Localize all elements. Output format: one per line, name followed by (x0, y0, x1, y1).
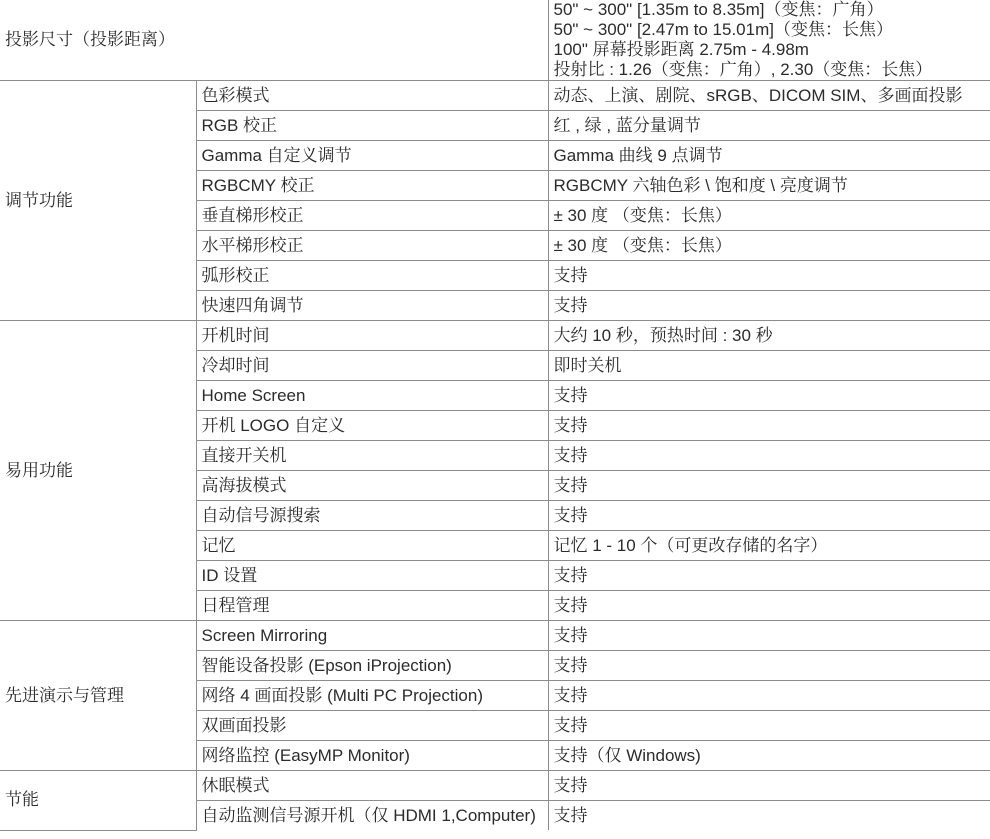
spec-value: 支持 (548, 441, 990, 471)
spec-value-line: 50" ~ 300" [2.47m to 15.01m]（变焦：长焦） (553, 20, 893, 39)
spec-value: 支持 (548, 561, 990, 591)
spec-value: Gamma 曲线 9 点调节 (548, 141, 990, 171)
spec-value: 支持 (548, 471, 990, 501)
spec-item: RGBCMY 校正 (196, 171, 548, 201)
spec-item: 智能设备投影 (Epson iProjection) (196, 651, 548, 681)
table-row (0, 771, 990, 801)
spec-item: 休眠模式 (196, 771, 548, 801)
spec-item: 日程管理 (196, 591, 548, 621)
spec-item: 记忆 (196, 531, 548, 561)
category-label: 节能 (0, 771, 196, 831)
spec-value: 支持 (548, 501, 990, 531)
category-label: 先进演示与管理 (0, 621, 196, 771)
spec-value: 支持（仅 Windows) (548, 741, 990, 771)
spec-item: ID 设置 (196, 561, 548, 591)
spec-item: 开机 LOGO 自定义 (196, 411, 548, 441)
spec-item: 高海拔模式 (196, 471, 548, 501)
spec-value (548, 0, 990, 81)
spec-value: ± 30 度 （变焦：长焦） (548, 231, 990, 261)
spec-value-line: 50" ~ 300" [1.35m to 8.35m]（变焦：广角） (553, 0, 884, 19)
spec-item: 直接开关机 (196, 441, 548, 471)
spec-value: 支持 (548, 711, 990, 741)
spec-value: 即时关机 (548, 351, 990, 381)
spec-value: 支持 (548, 801, 990, 831)
spec-value: ± 30 度 （变焦：长焦） (548, 201, 990, 231)
spec-value: 大约 10 秒，预热时间 : 30 秒 (548, 321, 990, 351)
spec-item: 冷却时间 (196, 351, 548, 381)
table-row (0, 621, 990, 651)
spec-item: 垂直梯形校正 (196, 201, 548, 231)
spec-item: Gamma 自定义调节 (196, 141, 548, 171)
spec-value-line: 100" 屏幕投影距离 2.75m - 4.98m (553, 40, 809, 59)
spec-item: 自动监测信号源开机（仅 HDMI 1,Computer) (196, 801, 548, 831)
spec-item: Screen Mirroring (196, 621, 548, 651)
spec-value: RGBCMY 六轴色彩 \ 饱和度 \ 亮度调节 (548, 171, 990, 201)
spec-value: 支持 (548, 381, 990, 411)
spec-value: 支持 (548, 681, 990, 711)
category-label: 易用功能 (0, 321, 196, 621)
spec-item: 开机时间 (196, 321, 548, 351)
category-label: 投影尺寸（投影距离） (0, 0, 548, 81)
spec-item: 自动信号源搜索 (196, 501, 548, 531)
category-label: 调节功能 (0, 81, 196, 321)
table-row (0, 81, 990, 111)
spec-value: 支持 (548, 261, 990, 291)
spec-item: 色彩模式 (196, 81, 548, 111)
spec-item: 弧形校正 (196, 261, 548, 291)
spec-value: 红 , 绿 , 蓝分量调节 (548, 111, 990, 141)
spec-value: 动态、上演、剧院、sRGB、DICOM SIM、多画面投影 (548, 81, 990, 111)
spec-item: 快速四角调节 (196, 291, 548, 321)
spec-item: 水平梯形校正 (196, 231, 548, 261)
spec-item: 双画面投影 (196, 711, 548, 741)
table-row (0, 0, 990, 81)
spec-item: 网络监控 (EasyMP Monitor) (196, 741, 548, 771)
spec-value: 支持 (548, 591, 990, 621)
spec-item: RGB 校正 (196, 111, 548, 141)
spec-value: 支持 (548, 771, 990, 801)
spec-value: 支持 (548, 291, 990, 321)
spec-value: 支持 (548, 651, 990, 681)
table-row (0, 321, 990, 351)
spec-value-line: 投射比 : 1.26（变焦：广角）, 2.30（变焦：长焦） (553, 60, 933, 79)
spec-value: 记忆 1 - 10 个（可更改存储的名字） (548, 531, 990, 561)
spec-item: Home Screen (196, 381, 548, 411)
spec-value: 支持 (548, 621, 990, 651)
spec-item: 网络 4 画面投影 (Multi PC Projection) (196, 681, 548, 711)
spec-value: 支持 (548, 411, 990, 441)
